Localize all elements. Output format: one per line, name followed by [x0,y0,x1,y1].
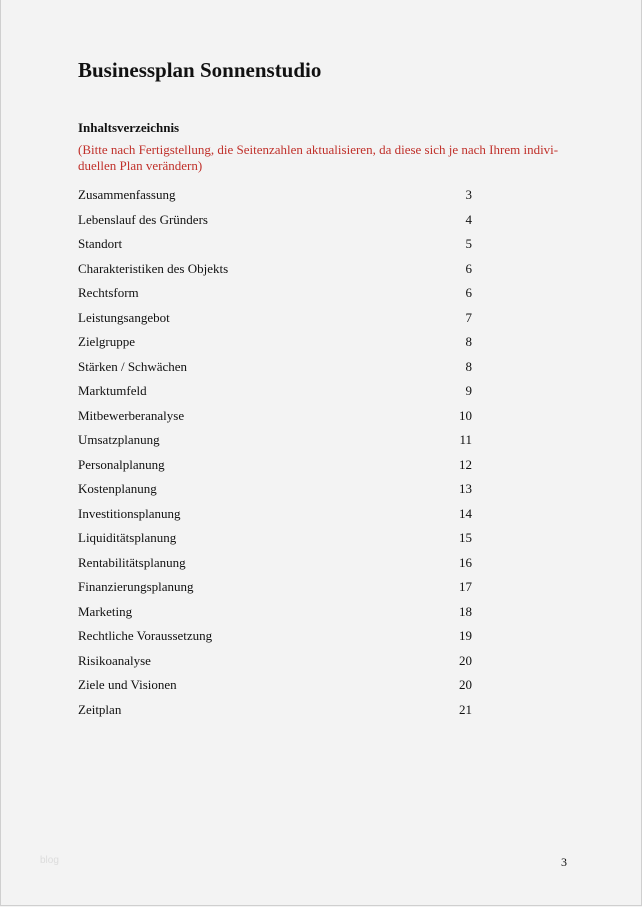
toc-entry[interactable] [78,210,472,235]
toc-entry-page: 18 [459,603,472,619]
toc-entry-label: Mitbewerberanalyse [78,407,185,423]
toc-entry-page: 8 [465,358,472,374]
toc-entry-page: 13 [459,481,472,496]
toc-entry-label: Liquiditätsplanung [78,530,177,545]
toc-entry[interactable] [78,430,472,455]
toc-entry-page: 6 [465,260,472,276]
toc-entry[interactable] [78,700,472,725]
toc-entry-page: 12 [459,456,472,472]
toc-entry-page: 5 [465,236,472,251]
toc-entry[interactable] [78,651,472,676]
toc-entry-label: Ziele und Visionen [78,677,177,692]
toc-entry-label: Kostenplanung [78,481,157,496]
toc-entry[interactable] [78,381,472,406]
toc-entry-label: Lebenslauf des Gründers [78,211,208,227]
footer-watermark: blog [40,855,59,866]
document-title: Businessplan Sonnenstudio [78,58,322,82]
toc-entry[interactable] [78,357,472,382]
toc-entry[interactable] [78,259,472,284]
toc-entry-page: 21 [459,701,472,717]
toc-entry[interactable] [78,577,472,602]
toc-entry-label: Risikoanalyse [78,652,151,668]
toc-entry[interactable] [78,283,472,308]
toc-entry[interactable] [78,185,472,210]
toc-entry[interactable] [78,528,472,553]
toc-entry-label: Finanzierungsplanung [78,579,194,594]
toc-entry-page: 4 [465,211,472,227]
toc-entry-label: Stärken / Schwächen [78,358,188,374]
toc-entry-page: 20 [459,652,472,668]
toc-entry-label: Zielgruppe [78,334,136,349]
toc-entry[interactable] [78,602,472,627]
toc-entry-label: Rechtsform [78,285,139,300]
toc-entry-page: 16 [459,554,472,570]
toc-entry[interactable] [78,626,472,651]
toc-entry-label: Zusammenfassung [78,187,176,202]
toc-entry-page: 8 [465,334,472,349]
toc-entry-label: Charakteristiken des Objekts [78,260,229,276]
toc-entry[interactable] [78,553,472,578]
toc-entry-label: Zeitplan [78,701,122,717]
table-of-contents [78,185,472,724]
toc-entry-page: 11 [459,432,472,447]
toc-entry[interactable] [78,455,472,480]
toc-entry-label: Marketing [78,603,133,619]
toc-entry[interactable] [78,504,472,529]
toc-entry-label: Investitionsplanung [78,505,181,521]
toc-entry-page: 14 [459,505,472,521]
toc-entry[interactable] [78,308,472,333]
toc-entry-page: 3 [465,187,472,202]
toc-entry-label: Marktumfeld [78,383,147,398]
toc-entry-label: Rechtliche Voraussetzung [78,628,213,643]
toc-entry[interactable] [78,479,472,504]
toc-entry[interactable] [78,675,472,700]
toc-entry-page: 20 [459,677,472,692]
toc-entry-page: 10 [459,407,472,423]
toc-entry-label: Standort [78,236,123,251]
toc-entry-page: 15 [459,530,472,545]
toc-entry-label: Umsatzplanung [78,432,160,447]
toc-heading: Inhaltsverzeichnis [78,120,180,135]
toc-note: (Bitte nach Fertigstellung, die Seitenzahlen aktualisieren, da diese sich je nach Ihrem indivi-duellen Plan verändern) [78,142,559,173]
toc-entry[interactable] [78,234,472,259]
toc-entry-page: 7 [465,309,472,325]
toc-entry-label: Personalplanung [78,456,165,472]
toc-entry-label: Leistungsangebot [78,309,170,325]
toc-entry-page: 17 [459,579,472,594]
toc-entry-page: 6 [465,285,472,300]
toc-entry-page: 9 [465,383,472,398]
toc-entry[interactable] [78,406,472,431]
page-number: 3 [561,855,567,869]
toc-entry[interactable] [78,332,472,357]
toc-entry-label: Rentabilitätsplanung [78,554,186,570]
toc-entry-page: 19 [459,628,472,643]
